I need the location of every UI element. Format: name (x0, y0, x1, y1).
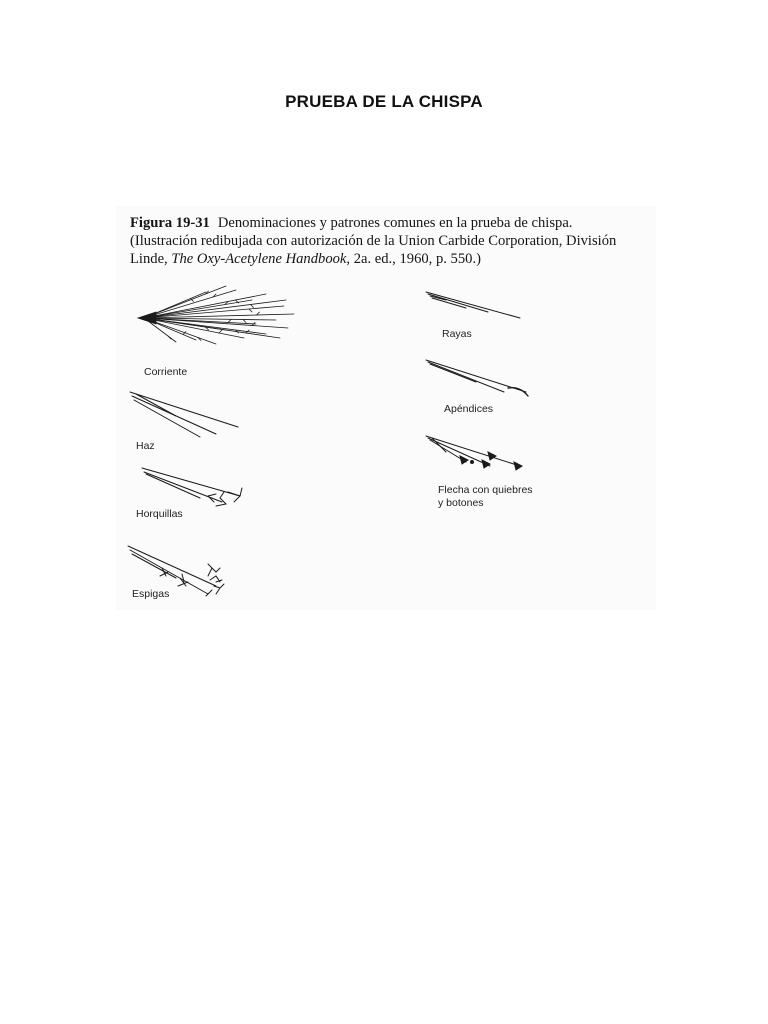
corriente-spark-tick (219, 330, 222, 333)
page-title: PRUEBA DE LA CHISPA (285, 92, 483, 111)
label-espigas: Espigas (132, 588, 170, 600)
label-rayas: Rayas (442, 328, 472, 340)
flecha-sketch (426, 436, 522, 470)
label-apendices: Apéndices (444, 403, 494, 415)
label-haz: Haz (136, 440, 155, 452)
caption-line-2: (Ilustración redibujada con autorización de la Union Carbide Corporation, División (130, 233, 617, 249)
caption-line-3 (130, 250, 652, 268)
corriente-spark-tick (251, 305, 254, 308)
caption-book-title: The Oxy-Acetylene Handbook (171, 251, 347, 267)
corriente-sketch (138, 286, 294, 344)
corriente-origin (138, 312, 156, 324)
rayas-sketch (426, 292, 520, 318)
label-horquillas: Horquillas (136, 508, 183, 520)
label-flecha-line-1: Flecha con quiebres (438, 484, 533, 496)
label-corriente: Corriente (144, 366, 188, 378)
caption-line-3-suffix: , 2a. ed., 1960, p. 550.) (346, 251, 481, 267)
corriente-spark-tick (228, 320, 231, 323)
caption-line-3-prefix: Linde, (130, 251, 172, 267)
spark-pattern-sketches (116, 276, 656, 610)
corriente-spark-line (144, 318, 280, 338)
haz-sketch (130, 392, 238, 437)
spark-test-figure (116, 206, 656, 610)
caption-line-1: Denominaciones y patrones comunes en la prueba de chispa. (217, 215, 573, 231)
corriente-spark-line (144, 294, 266, 318)
figure-number: Figura 19-31 (130, 215, 210, 231)
apendices-sketch (426, 360, 528, 396)
horquillas-sketch (142, 468, 242, 506)
figure-caption (130, 214, 652, 268)
corriente-spark-tick (249, 309, 252, 312)
label-flecha (438, 484, 533, 510)
label-flecha-line-2: y botones (438, 497, 484, 509)
corriente-spark-tick (243, 320, 246, 323)
